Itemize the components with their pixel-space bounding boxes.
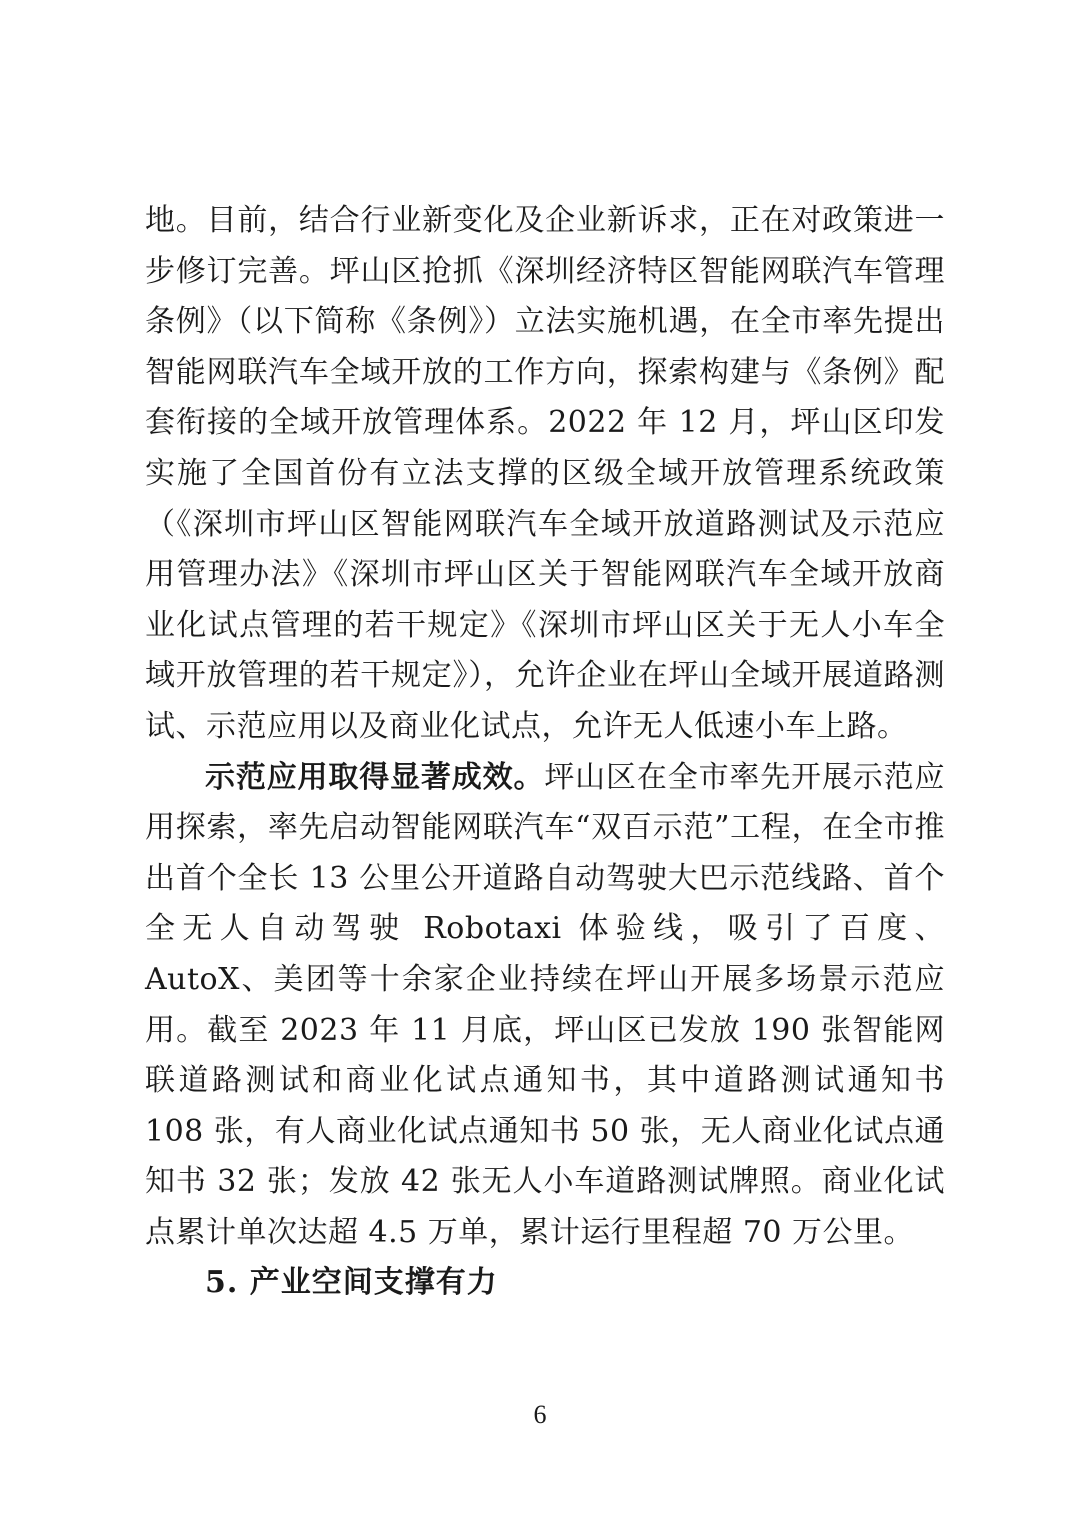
paragraph-lead-heading: 示范应用取得显著成效。: [205, 759, 545, 795]
paragraph-demonstration-results: [145, 753, 945, 1259]
body-text: [145, 196, 945, 1309]
paragraph-policy-continuation: 地。目前，结合行业新变化及企业新诉求，正在对政策进一步修订完善。坪山区抢抓《深圳经济特区智能网联汽车管理条例》（以下简称《条例》）立法实施机遇，在全市率先提出智能网联汽车全域开放的工作方向，探索构建与《条例》配套衔接的全域开放管理体系。2022 年 12 月，坪山区印发实施了全国首份有立法支撑的区级全域开放管理系统政策（《深圳市坪山区智能网联汽车全域开放道路测试及示范应用管理办法》《深圳市坪山区关于智能网联汽车全域开放商业化试点管理的若干规定》《深圳市坪山区关于无人小车全域开放管理的若干规定》），允许企业在坪山全域开展道路测试、示范应用以及商业化试点，允许无人低速小车上路。: [145, 203, 945, 744]
page-number: 6: [533, 1400, 547, 1429]
paragraph-demonstration-body: 坪山区在全市率先开展示范应用探索，率先启动智能网联汽车“双百示范”工程，在全市推出首个全长 13 公里公开道路自动驾驶大巴示范线路、首个全无人自动驾驶 Robotaxi 体验线，吸引了百度、AutoX、美团等十余家企业持续在坪山开展多场景示范应用。截至 2023 年 11 月底，坪山区已发放 190 张智能网联道路测试和商业化试点通知书，其中道路测试通知书 108 张，有人商业化试点通知书 50 张，无人商业化试点通知书 32 张；发放 42 张无人小车道路测试牌照。商业化试点累计单次达超 4.5 万单，累计运行里程超 70 万公里。: [145, 759, 946, 1250]
section-heading: 5. 产业空间支撑有力: [205, 1265, 498, 1301]
